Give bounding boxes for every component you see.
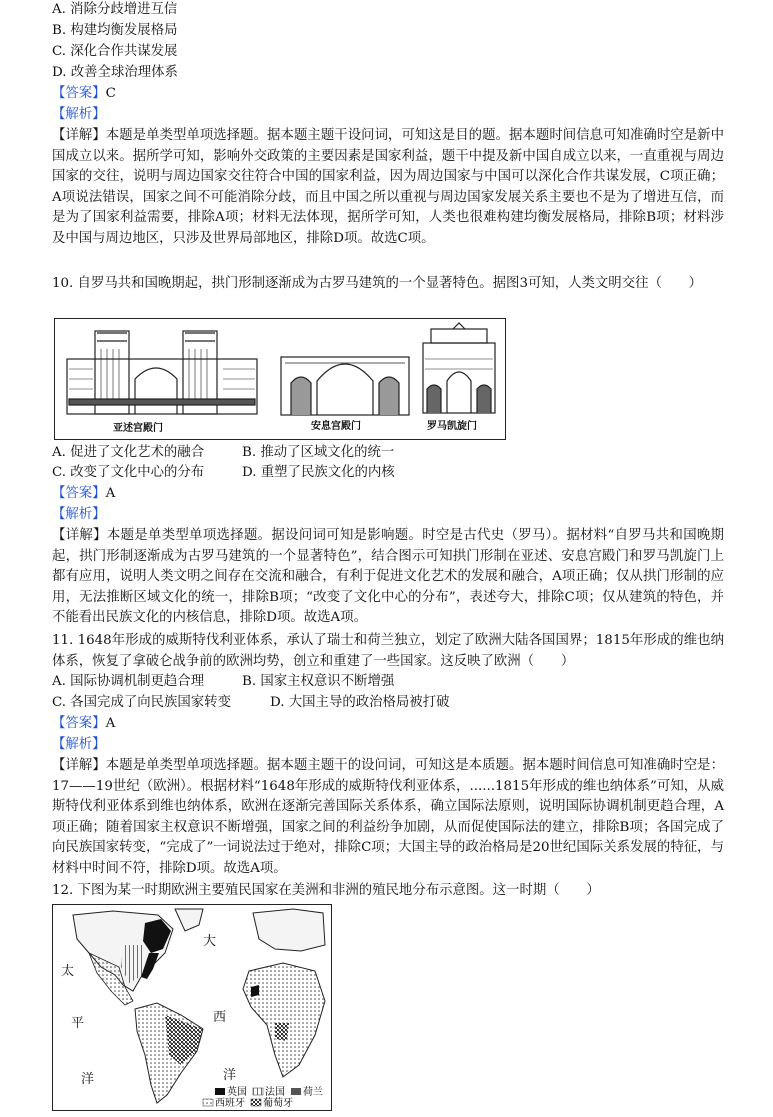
- analysis-tag: 【解析】: [52, 737, 106, 752]
- detail-text: 本题是单类型单项选择题。据本题主题干的设问词，可知这是本质题。据本题时间信息可知准确时空是：17——19世纪（欧洲）。根据材料“1648年形成的威斯特伐利亚体系，......1815年形成的维也纳体系”可知，从威斯特伐利亚体系到维也纳体系，欧洲在逐渐完善国际关系体系，确立国际法原则，说明国际协调机制更趋合理，A项正确；随着国家主权意识不断增强，国家之间的利益纷争加剧，从而促使国际法的建立，排除B项；各国完成了向民族国家转变，“完成了”一词说法过于绝对，排除C项；大国主导的政治格局是20世纪国际关系发展的特征，与材料中时间不符，排除D项。故选A项。: [52, 758, 724, 876]
- detail-tag: 【详解】: [52, 528, 107, 543]
- angola-portuguese: [275, 1023, 289, 1041]
- q11-option-a: A. 国际协调机制更趋合理: [52, 674, 205, 689]
- q12-map-figure: [52, 904, 332, 1111]
- q11-analysis-tag: [52, 735, 106, 755]
- answer-tag: 【答案】: [52, 716, 106, 731]
- q9-option-b: B. 构建均衡发展格局: [52, 23, 178, 38]
- q11-detail: [52, 756, 724, 879]
- answer-value: A: [105, 486, 116, 501]
- q9-option-d: D. 改善全球治理体系: [52, 65, 178, 80]
- analysis-tag: 【解析】: [52, 107, 106, 122]
- q10-options-row-2: [52, 463, 395, 483]
- q10-figure: [54, 318, 506, 440]
- q9-analysis-tag: [52, 105, 106, 125]
- caption-roman-arch: 罗马凯旋门: [427, 421, 477, 432]
- label-xi: 西: [213, 1010, 227, 1025]
- q10-options-row-1: [52, 443, 394, 463]
- caption-assyrian-gate: 亚述宫殿门: [113, 423, 163, 434]
- detail-text: 本题是单类型单项选择题。据本题主题干设问词，可知这是目的题。据本题时间信息可知准确时空是新中国成立以来。据所学可知，影响外交政策的主要因素是国家利益，题干中提及新中国自成立以来，一直重视与周边国家的交往，说明与周边国家交往符合中国的国家利益，因为周边国家与中国可以深化合作共谋发展，C项正确；A项说法错误，国家之间不可能消除分歧，而且中国之所以重视与周边国家发展关系主要也不是为了增进互信，而是为了国家利益需要，排除A项；材料无法体现，据所学可知，人类也很难构建均衡发展格局，排除B项；材料涉及中国与周边地区，只涉及世界局部地区，排除D项。故选C项。: [52, 128, 724, 246]
- q9-option-c: C. 深化合作共谋发展: [52, 44, 178, 59]
- africa-landmass: [243, 963, 325, 1077]
- legend-spain: 西班牙: [215, 1098, 245, 1109]
- q9-detail: [52, 126, 724, 249]
- q10-stem: 10. 自罗马共和国晚期起，拱门形制逐渐成为古罗马建筑的一个显著特色。据图3可知，人类文明交往（ ）: [52, 276, 703, 291]
- map-legend: [203, 1085, 323, 1109]
- label-yang-pacific: 洋: [81, 1072, 95, 1087]
- q9-answer: [52, 84, 116, 104]
- q11-stem: 11. 1648年形成的威斯特伐利亚体系，承认了瑞士和荷兰独立，划定了欧洲大陆各国国界；1815年形成的维也纳体系，恢复了拿破仑战争前的欧洲均势，创立和重建了一些国家。这反映了欧洲（ ）: [52, 633, 724, 669]
- q10-detail: [52, 526, 724, 629]
- q11-options-row-1: [52, 672, 394, 692]
- answer-tag: 【答案】: [52, 86, 106, 101]
- analysis-tag: 【解析】: [52, 507, 106, 522]
- label-da: 大: [203, 934, 217, 949]
- colonial-map: [53, 905, 331, 1110]
- q10-answer: [52, 484, 115, 504]
- arch-illustration: [55, 319, 505, 439]
- legend-netherlands: 荷兰: [303, 1087, 323, 1098]
- roman-arch-drawing: [423, 323, 495, 413]
- q10-analysis-tag: [52, 505, 106, 525]
- assyrian-gate-drawing: [67, 331, 257, 414]
- label-tai: 太: [61, 964, 75, 979]
- q10-option-d: D. 重塑了民族文化的内核: [242, 465, 395, 480]
- q11-answer: [52, 714, 115, 734]
- q11-options-row-2: [52, 693, 449, 713]
- caption-parthian-gate: 安息宫殿门: [311, 421, 361, 432]
- q12-stem: 12. 下图为某一时期欧洲主要殖民国家在美洲和非洲的殖民地分布示意图。这一时期（ ）: [52, 883, 600, 898]
- legend-france: 法国: [265, 1087, 285, 1098]
- q11-option-d: D. 大国主导的政治格局被打破: [270, 695, 450, 710]
- west-africa-british: [251, 985, 259, 997]
- q11-option-b: B. 国家主权意识不断增强: [242, 674, 395, 689]
- answer-value: C: [105, 86, 116, 101]
- label-yang-atlantic: 洋: [223, 1068, 237, 1083]
- q10-option-b: B. 推动了区域文化的统一: [242, 445, 395, 460]
- answer-value: A: [105, 716, 116, 731]
- q9-option-a: A. 消除分歧增进互信: [52, 2, 178, 17]
- q10-option-a: A. 促进了文化艺术的融合: [52, 445, 205, 460]
- detail-text: 本题是单类型单项选择题。据设问词可知是影响题。时空是古代史（罗马）。据材料“自罗马共和国晚期起，拱门形制逐渐成为古罗马建筑的一个显著特色”，结合图示可知拱门形制在亚述、安息宫殿门和罗马凯旋门上都有应用，说明人类文明之间存在交流和融合，有利于促进文化艺术的发展和融合，A项正确；仅从拱门形制的应用，无法推断区域文化的统一，排除B项；“改变了文化中心的分布”，表述夸大，排除C项；仅从建筑的特色，并不能看出民族文化的内核信息，排除D项。故选A项。: [52, 528, 725, 625]
- q11-option-c: C. 各国完成了向民族国家转变: [52, 695, 231, 710]
- answer-tag: 【答案】: [52, 486, 106, 501]
- parthian-gate-drawing: [281, 357, 409, 415]
- legend-portugal: 葡萄牙: [263, 1098, 293, 1109]
- detail-tag: 【详解】: [52, 128, 106, 143]
- greenland: [175, 909, 203, 931]
- label-ping: 平: [71, 1016, 85, 1031]
- legend-britain: 英国: [227, 1087, 247, 1098]
- q10-option-c: C. 改变了文化中心的分布: [52, 465, 205, 480]
- europe-landmass: [253, 909, 325, 951]
- detail-tag: 【详解】: [52, 758, 106, 773]
